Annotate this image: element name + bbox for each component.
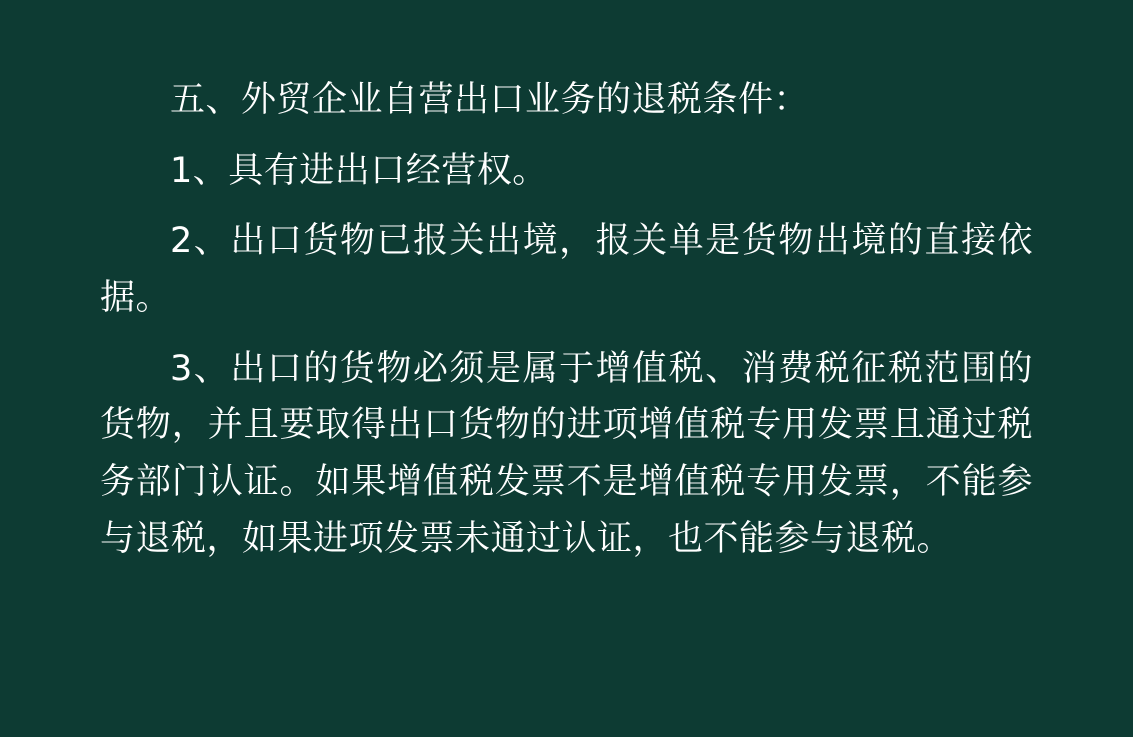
paragraph-item-2: 2、出口货物已报关出境，报关单是货物出境的直接依据。	[100, 221, 1033, 319]
paragraph-item-1: 1、具有进出口经营权。	[170, 150, 548, 191]
paragraph-heading: 五、外贸企业自营出口业务的退税条件：	[170, 80, 810, 120]
slide-text-body	[100, 72, 1033, 568]
paragraph-item-3: 3、出口的货物必须是属于增值税、消费税征税范围的货物，并且要取得出口货物的进项增值税专用发票且通过税务部门认证。如果增值税发票不是增值税专用发票，不能参与退税，如果进项发票未通过认证，也不能参与退税。	[100, 348, 1033, 559]
